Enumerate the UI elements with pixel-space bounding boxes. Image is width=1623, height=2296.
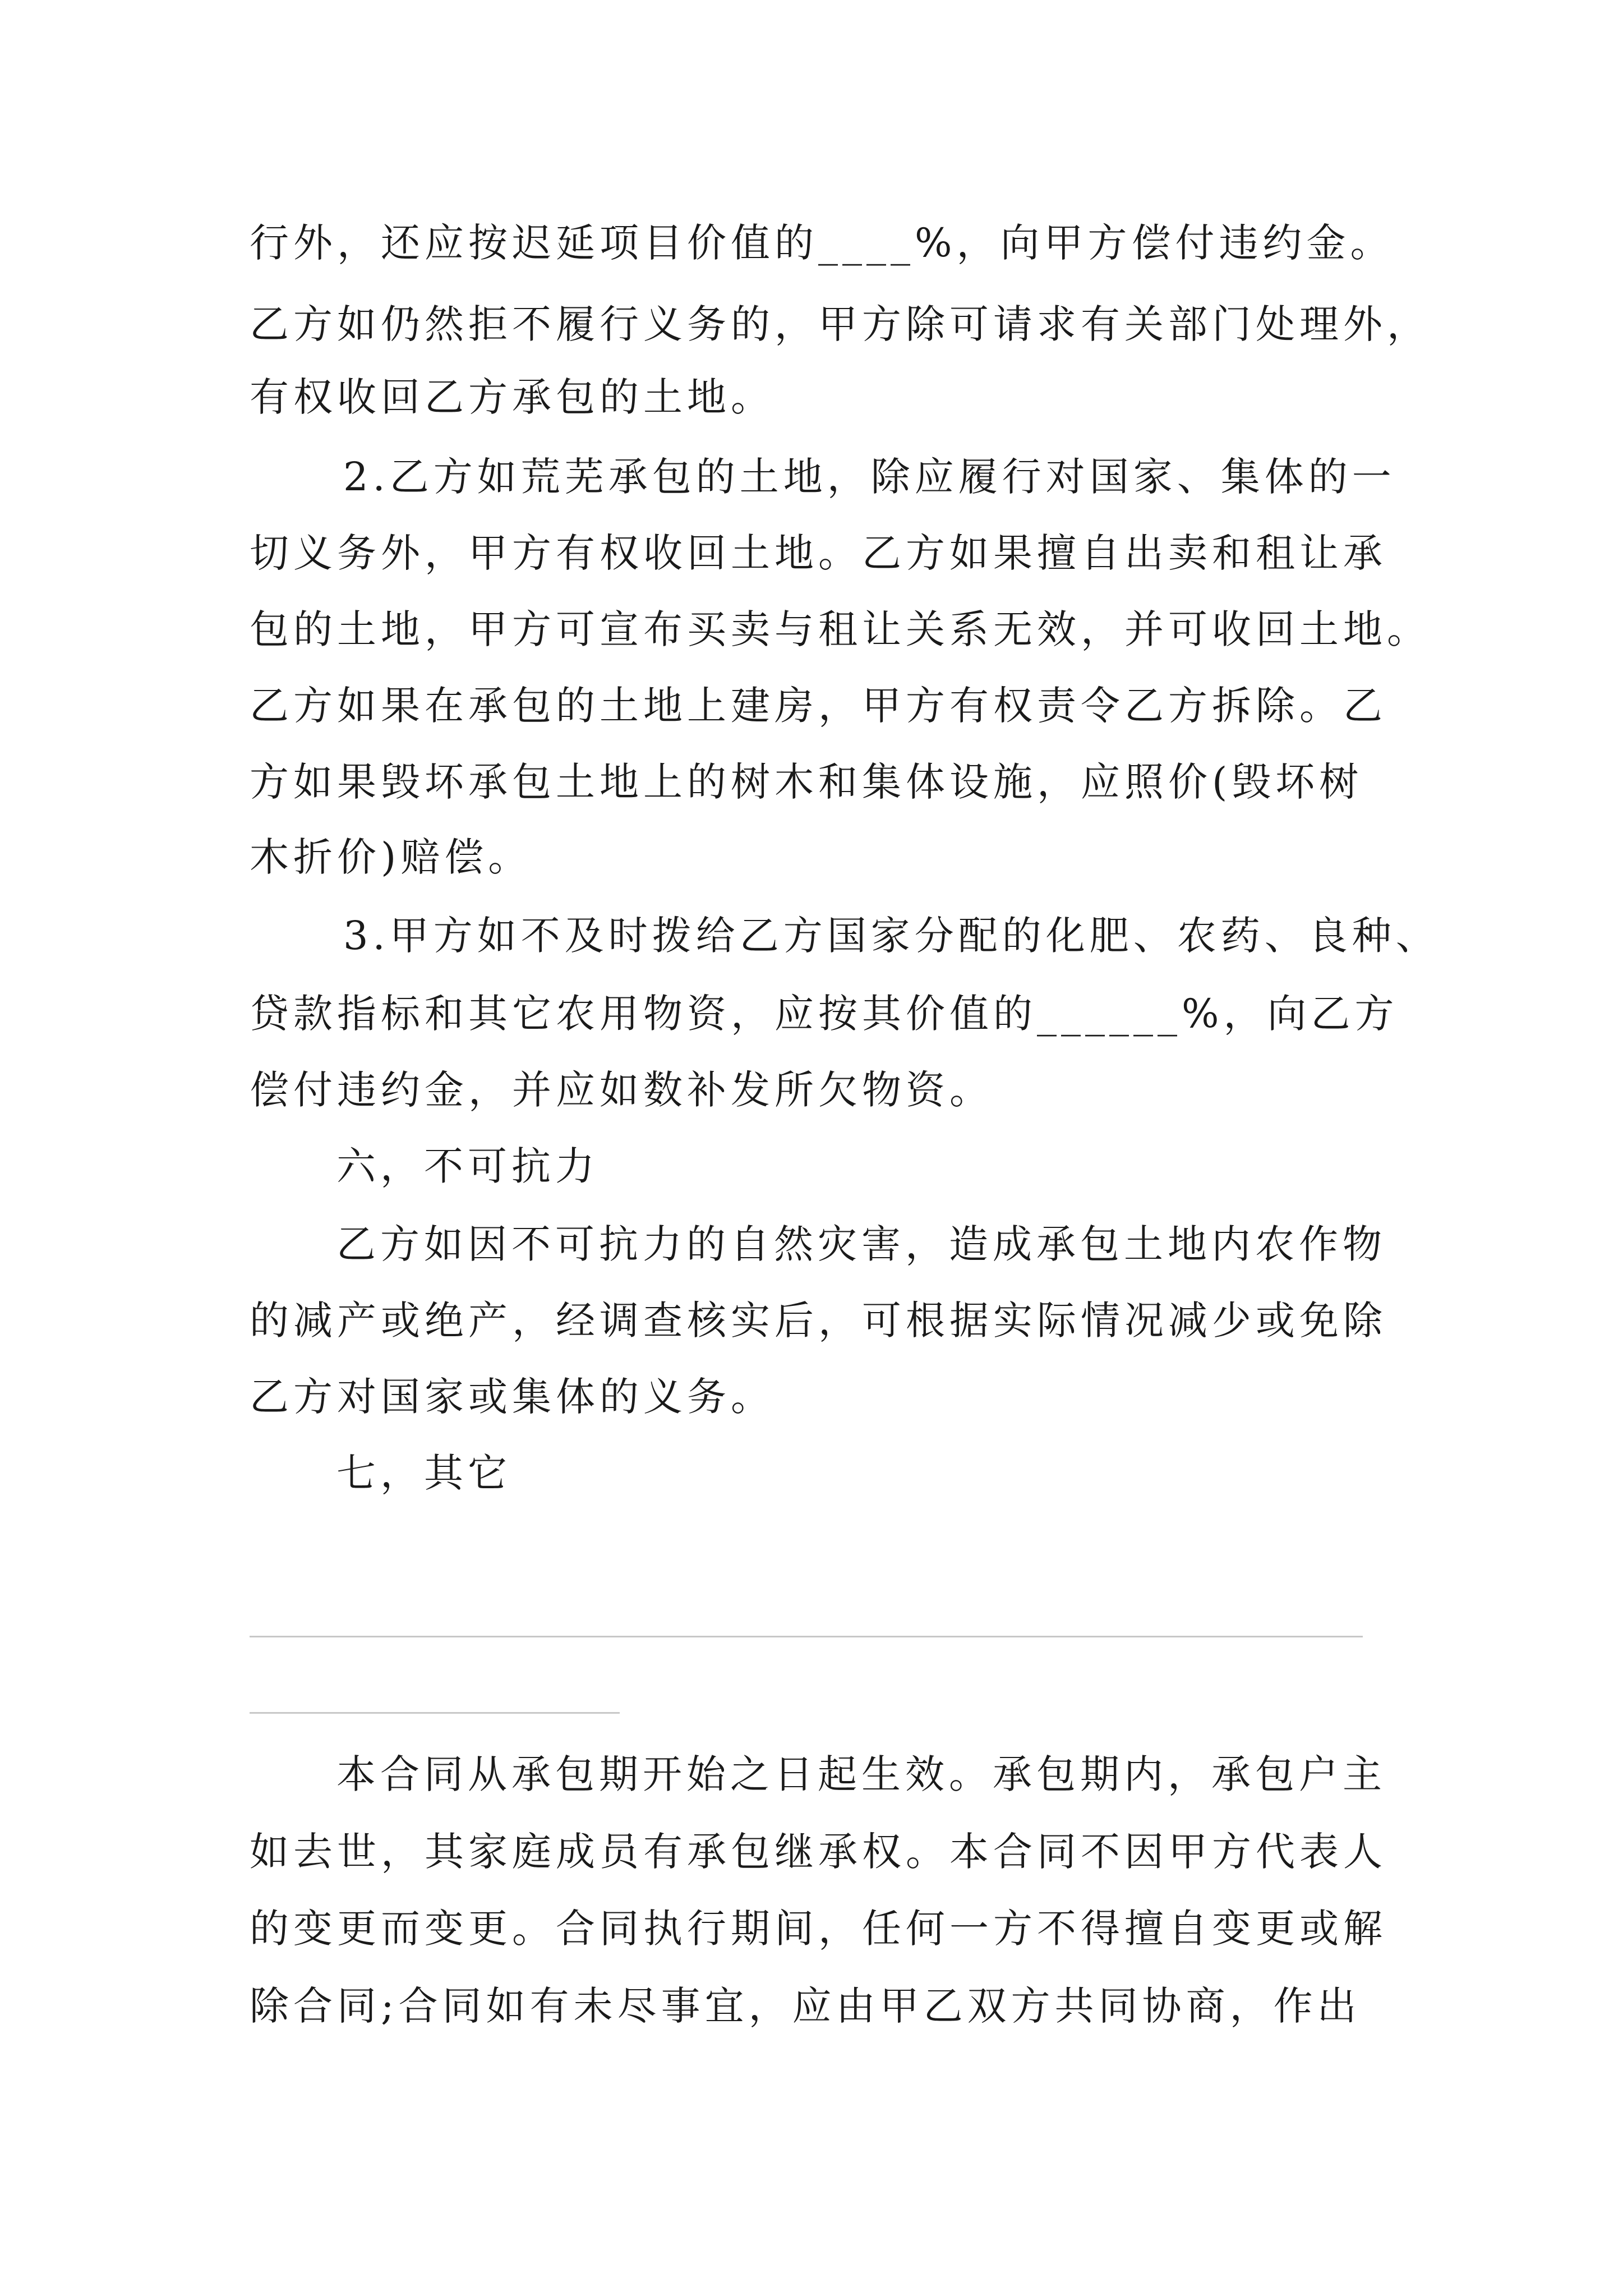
text-line: 乙方对国家或集体的义务。 (250, 1374, 774, 1420)
text-line: 本合同从承包期开始之日起生效。承包期内，承包户主 (336, 1751, 1386, 1797)
text-line: 的减产或绝产，经调查核实后，可根据实际情况减少或免除 (250, 1297, 1387, 1343)
text-line: 除合同;合同如有未尽事宜，应由甲乙双方共同协商，作出 (250, 1983, 1361, 2029)
text-line: 3.甲方如不及时拨给乙方国家分配的化肥、农药、良种、 (343, 913, 1440, 959)
blank-fill-line (250, 1712, 620, 1714)
text-line: 贷款指标和其它农用物资，应按其价值的______%，向乙方 (250, 991, 1399, 1037)
text-line: 2.乙方如荒芜承包的土地，除应履行对国家、集体的一 (343, 454, 1396, 500)
blank-fill-line (250, 1636, 1363, 1637)
text-line: 方如果毁坏承包土地上的树木和集体设施，应照价(毁坏树 (250, 759, 1363, 805)
text-line: 有权收回乙方承包的土地。 (250, 374, 774, 420)
text-line: 乙方如果在承包的土地上建房，甲方有权责令乙方拆除。乙 (250, 683, 1387, 729)
text-line: 木折价)赔偿。 (250, 834, 532, 880)
text-line: 乙方如因不可抗力的自然灾害，造成承包土地内农作物 (336, 1221, 1386, 1267)
text-line: 如去世，其家庭成员有承包继承权。本合同不因甲方代表人 (250, 1829, 1387, 1875)
section-heading: 七，其它 (336, 1450, 511, 1496)
text-line: 切义务外，甲方有权收回土地。乙方如果擅自出卖和租让承 (250, 530, 1387, 576)
section-heading: 六，不可抗力 (336, 1143, 599, 1189)
text-line: 行外，还应按迟延项目价值的____%，向甲方偿付违约金。 (250, 220, 1394, 266)
text-line: 乙方如仍然拒不履行义务的，甲方除可请求有关部门处理外， (250, 301, 1431, 347)
text-line: 包的土地，甲方可宣布买卖与租让关系无效，并可收回土地。 (250, 606, 1431, 652)
text-line: 偿付违约金，并应如数补发所欠物资。 (250, 1067, 993, 1113)
text-line: 的变更而变更。合同执行期间，任何一方不得擅自变更或解 (250, 1906, 1387, 1952)
